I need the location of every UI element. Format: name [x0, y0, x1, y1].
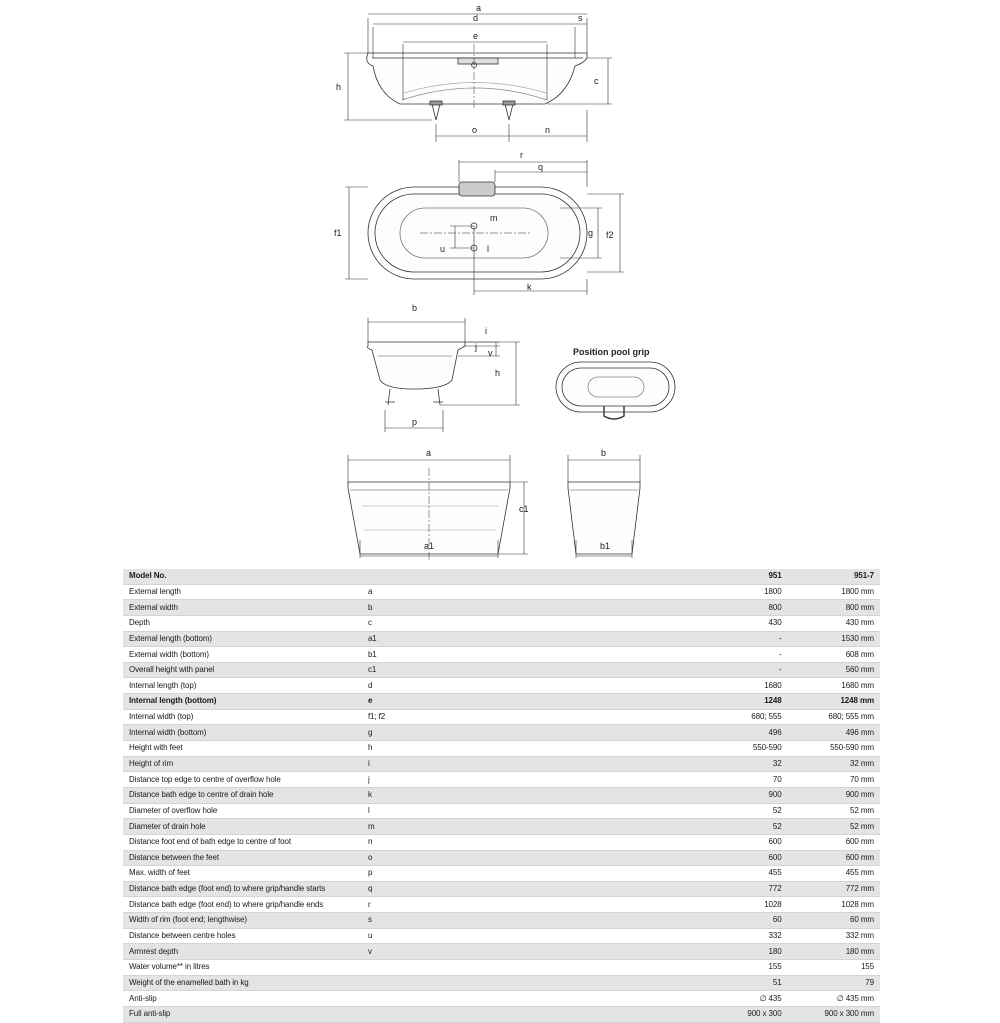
row-symbol: e [362, 694, 675, 710]
row-symbol: h [362, 741, 675, 757]
row-symbol [362, 1006, 675, 1022]
dim-label-b1: b1 [600, 541, 611, 551]
pool-grip-drawing [556, 362, 675, 419]
row-symbol: m [362, 819, 675, 835]
row-symbol: i [362, 756, 675, 772]
table-row [123, 631, 880, 647]
dim-label-a-panel: a [426, 448, 432, 458]
row-symbol: d [362, 678, 675, 694]
row-label: Water volume** in litres [123, 960, 362, 976]
row-symbol: a1 [362, 631, 675, 647]
dim-label-g: g [588, 228, 594, 238]
row-value-951: 550-590 [675, 741, 787, 757]
dim-label-n: n [545, 125, 551, 135]
table-row [123, 850, 880, 866]
row-symbol: v [362, 944, 675, 960]
pool-grip-caption: Position pool grip [573, 347, 650, 357]
row-label: External length [123, 584, 362, 600]
table-row [123, 975, 880, 991]
row-label: Full anti-slip [123, 1006, 362, 1022]
row-value-951: 430 [675, 615, 787, 631]
table-row [123, 834, 880, 850]
row-value-951-7: 60 mm [788, 913, 880, 929]
row-symbol: q [362, 881, 675, 897]
row-value-951: 1248 [675, 694, 787, 710]
dim-label-h2: h [495, 368, 501, 378]
dim-label-f2: f2 [606, 230, 614, 240]
dim-label-u: u [440, 244, 446, 254]
table-row [123, 756, 880, 772]
table-row [123, 928, 880, 944]
dim-label-h: h [336, 82, 342, 92]
row-value-951-7: 608 mm [788, 647, 880, 663]
row-value-951: 1680 [675, 678, 787, 694]
table-row [123, 678, 880, 694]
row-label: Depth [123, 615, 362, 631]
row-label: Armrest depth [123, 944, 362, 960]
row-label: Distance bath edge (foot end) to where grip/handle starts [123, 881, 362, 897]
row-label: Internal length (top) [123, 678, 362, 694]
table-row [123, 803, 880, 819]
table-row [123, 960, 880, 976]
row-label: Weight of the enamelled bath in kg [123, 975, 362, 991]
dim-label-b: b [412, 303, 418, 313]
row-value-951: - [675, 631, 787, 647]
row-symbol: r [362, 897, 675, 913]
row-value-951-7: 560 mm [788, 662, 880, 678]
row-value-951: 496 [675, 725, 787, 741]
row-value-951-7: 430 mm [788, 615, 880, 631]
row-value-951-7: 900 x 300 mm [788, 1006, 880, 1022]
row-value-951-7: 1028 mm [788, 897, 880, 913]
row-value-951-7: 1530 mm [788, 631, 880, 647]
row-label: Distance bath edge (foot end) to where grip/handle ends [123, 897, 362, 913]
dim-label-m: m [490, 213, 498, 223]
row-label: Anti-slip [123, 991, 362, 1007]
table-row [123, 725, 880, 741]
header-model-1: 951 [675, 569, 787, 584]
row-symbol: s [362, 913, 675, 929]
table-row [123, 647, 880, 663]
row-value-951: 800 [675, 600, 787, 616]
row-value-951-7: 70 mm [788, 772, 880, 788]
dim-label-l: l [487, 244, 489, 254]
table-row [123, 662, 880, 678]
table-row [123, 1006, 880, 1022]
row-value-951: 52 [675, 819, 787, 835]
row-label: Internal length (bottom) [123, 694, 362, 710]
row-value-951: 600 [675, 834, 787, 850]
row-symbol: j [362, 772, 675, 788]
row-symbol: b [362, 600, 675, 616]
row-value-951: 1028 [675, 897, 787, 913]
row-label: Diameter of drain hole [123, 819, 362, 835]
row-label: Internal width (bottom) [123, 725, 362, 741]
row-symbol: u [362, 928, 675, 944]
header-model-2: 951-7 [788, 569, 880, 584]
row-label: Distance between the feet [123, 850, 362, 866]
dim-label-k: k [527, 282, 532, 292]
row-symbol: o [362, 850, 675, 866]
dim-label-p: p [412, 417, 418, 427]
dim-label-a1: a1 [424, 541, 435, 551]
row-value-951: - [675, 662, 787, 678]
row-label: Diameter of overflow hole [123, 803, 362, 819]
table-row [123, 819, 880, 835]
row-symbol [362, 975, 675, 991]
row-value-951: 32 [675, 756, 787, 772]
dim-label-e: e [473, 31, 479, 41]
row-value-951-7: 1248 mm [788, 694, 880, 710]
row-value-951-7: 52 mm [788, 819, 880, 835]
row-symbol: k [362, 787, 675, 803]
row-label: Internal width (top) [123, 709, 362, 725]
header-symbol [362, 569, 675, 584]
header-label: Model No. [123, 569, 362, 584]
row-symbol: l [362, 803, 675, 819]
table-row [123, 741, 880, 757]
row-value-951: 51 [675, 975, 787, 991]
row-value-951-7: ∅ 435 mm [788, 991, 880, 1007]
row-value-951-7: 900 mm [788, 787, 880, 803]
row-symbol: c1 [362, 662, 675, 678]
row-label: Height of rim [123, 756, 362, 772]
row-value-951-7: 680; 555 mm [788, 709, 880, 725]
dim-label-v: v [488, 348, 493, 358]
table-header-row [123, 569, 880, 584]
row-label: Max. width of feet [123, 866, 362, 882]
row-value-951-7: 772 mm [788, 881, 880, 897]
row-symbol [362, 960, 675, 976]
table-row [123, 615, 880, 631]
table-row [123, 881, 880, 897]
row-value-951: 70 [675, 772, 787, 788]
row-value-951-7: 1680 mm [788, 678, 880, 694]
dim-label-q: q [538, 162, 544, 172]
row-symbol: p [362, 866, 675, 882]
row-label: External width (bottom) [123, 647, 362, 663]
table-row [123, 694, 880, 710]
row-value-951: 60 [675, 913, 787, 929]
row-label: Width of rim (foot end; lengthwise) [123, 913, 362, 929]
row-value-951-7: 800 mm [788, 600, 880, 616]
dim-label-b-panel: b [601, 448, 607, 458]
table-row [123, 944, 880, 960]
row-symbol: g [362, 725, 675, 741]
row-symbol [362, 991, 675, 1007]
row-label: Distance top edge to centre of overflow hole [123, 772, 362, 788]
row-value-951-7: 155 [788, 960, 880, 976]
row-value-951-7: 496 mm [788, 725, 880, 741]
row-value-951-7: 600 mm [788, 850, 880, 866]
row-value-951-7: 180 mm [788, 944, 880, 960]
row-label: External width [123, 600, 362, 616]
spec-table [123, 569, 880, 1023]
row-value-951-7: 79 [788, 975, 880, 991]
spec-table-body [123, 569, 880, 1022]
row-value-951-7: 32 mm [788, 756, 880, 772]
table-row [123, 866, 880, 882]
row-label: Distance between centre holes [123, 928, 362, 944]
table-row [123, 991, 880, 1007]
row-value-951-7: 455 mm [788, 866, 880, 882]
dim-label-c: c [594, 76, 599, 86]
row-value-951-7: 600 mm [788, 834, 880, 850]
dim-label-j: j [475, 342, 477, 352]
table-row [123, 709, 880, 725]
table-row [123, 600, 880, 616]
dim-label-d: d [473, 13, 479, 23]
row-value-951: - [675, 647, 787, 663]
dim-label-i: i [485, 326, 487, 336]
row-label: Distance bath edge to centre of drain hole [123, 787, 362, 803]
row-symbol: c [362, 615, 675, 631]
row-value-951: 332 [675, 928, 787, 944]
row-value-951: 772 [675, 881, 787, 897]
dim-label-f1: f1 [334, 228, 342, 238]
row-value-951: 680; 555 [675, 709, 787, 725]
row-value-951: 155 [675, 960, 787, 976]
row-symbol: b1 [362, 647, 675, 663]
row-value-951: 455 [675, 866, 787, 882]
row-value-951: 1800 [675, 584, 787, 600]
row-value-951-7: 550-590 mm [788, 741, 880, 757]
dim-label-s: s [578, 13, 583, 23]
row-value-951: 52 [675, 803, 787, 819]
row-value-951: ∅ 435 [675, 991, 787, 1007]
panel-front-drawing [348, 455, 528, 560]
row-value-951: 900 x 300 [675, 1006, 787, 1022]
dim-label-c1: c1 [519, 504, 529, 514]
row-label: External length (bottom) [123, 631, 362, 647]
row-label: Overall height with panel [123, 662, 362, 678]
row-symbol: a [362, 584, 675, 600]
row-value-951: 900 [675, 787, 787, 803]
dim-label-a: a [476, 3, 482, 13]
row-label: Distance foot end of bath edge to centre of foot [123, 834, 362, 850]
row-symbol: n [362, 834, 675, 850]
dim-label-o: o [472, 125, 478, 135]
row-symbol: f1; f2 [362, 709, 675, 725]
table-row [123, 772, 880, 788]
table-row [123, 897, 880, 913]
row-value-951: 600 [675, 850, 787, 866]
dim-label-r: r [520, 150, 523, 160]
table-row [123, 584, 880, 600]
table-row [123, 787, 880, 803]
row-value-951: 180 [675, 944, 787, 960]
row-value-951-7: 52 mm [788, 803, 880, 819]
row-label: Height with feet [123, 741, 362, 757]
table-row [123, 913, 880, 929]
row-value-951-7: 332 mm [788, 928, 880, 944]
row-value-951-7: 1800 mm [788, 584, 880, 600]
top-view-drawing [345, 160, 624, 295]
